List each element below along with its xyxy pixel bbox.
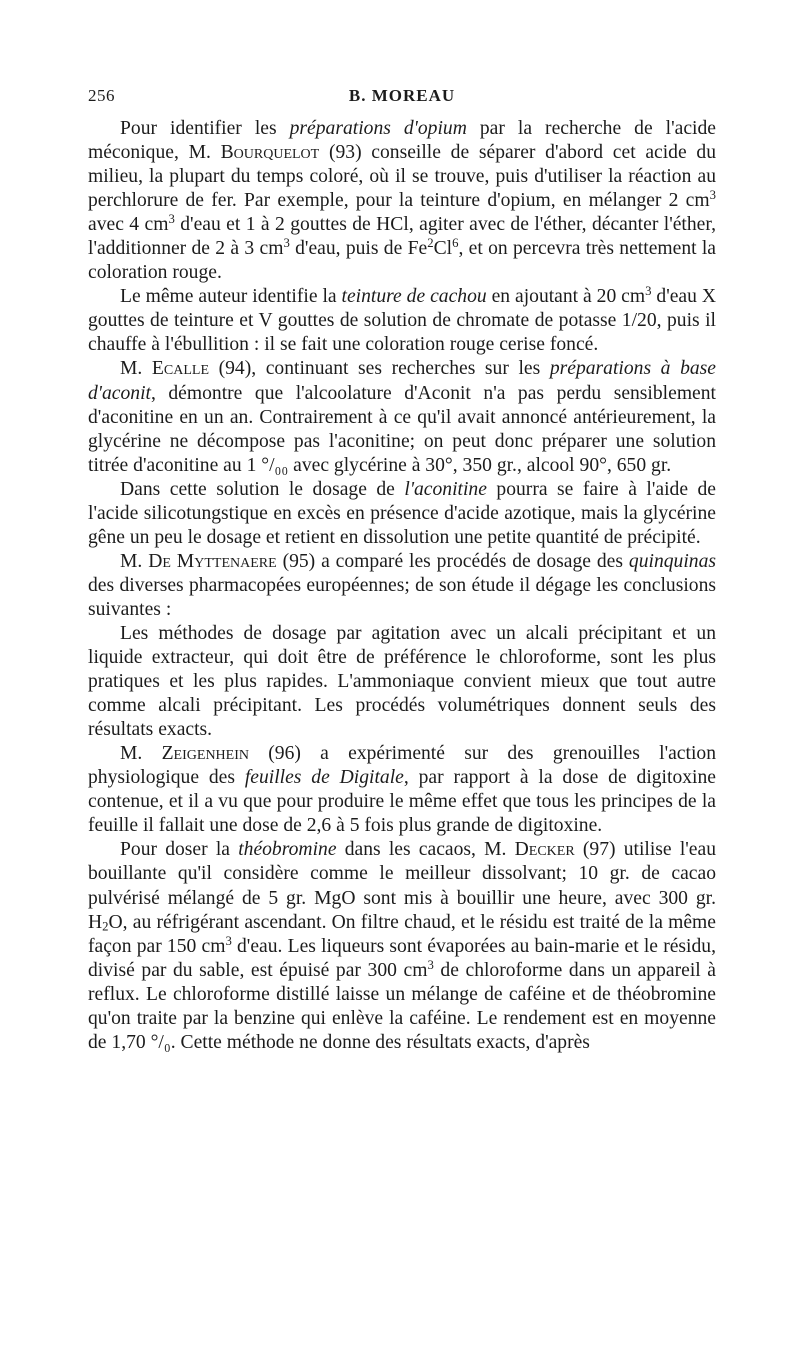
author-name: Decker xyxy=(514,839,575,861)
text: dans les cacaos, M. xyxy=(336,839,515,861)
italic-term: teinture de cachou xyxy=(341,286,487,308)
text: d'eau. Les liqueurs sont évaporées au bain-marie et le résidu, divisé par du sable, est épuisé par 300 cm xyxy=(88,935,716,981)
running-head xyxy=(88,86,716,110)
paragraph-digitale xyxy=(88,742,716,838)
text: Le même auteur identifie la xyxy=(120,286,342,308)
text: de chloroforme dans un appareil à reflux. Le chloroforme distillé laisse un mélange de caféine et de théobromine qu'on traite par la benzine qui enlève la caféine. Le rendement est en moyenne de 1,70 xyxy=(88,959,716,1053)
text: M. xyxy=(120,550,149,572)
paragraph-aconit xyxy=(88,357,716,477)
running-title: B. MOREAU xyxy=(348,86,456,105)
body-text xyxy=(88,117,716,1055)
text: M. xyxy=(120,358,152,380)
italic-term: quinquinas xyxy=(628,550,716,572)
percent-sign: °/₀ xyxy=(150,1031,171,1053)
author-name: Bourquelot xyxy=(220,142,320,164)
paragraph-conclusions xyxy=(88,622,716,742)
superscript: 3 xyxy=(225,933,232,948)
italic-term: feuilles de Digitale xyxy=(244,767,404,789)
text: d'eau X gouttes de teinture et V gouttes de solution de chromate de potasse 1/20, puis il chauffe à l'ébullition : il se fait une coloration rouge cerise foncé. xyxy=(88,286,716,356)
text: (93) conseille de séparer d'abord cet acide du milieu, la plupart du temps coloré, où il se trouve, puis d'utiliser la réaction au perchlorure de fer. Par exemple, pour la teinture d'opium, en mélanger 2 cm xyxy=(88,142,716,212)
text: par la recherche de l'acide méconique, M. xyxy=(88,118,716,164)
author-name: Ecalle xyxy=(151,358,209,380)
text: Dans cette solution le dosage de xyxy=(120,478,405,500)
text: des diverses pharmacopées européennes; de son étude il dégage les conclusions suivantes : xyxy=(88,574,716,620)
paragraph-aconitine-dosage xyxy=(88,478,716,550)
text: , et on percevra très nettement la coloration rouge. xyxy=(88,238,717,284)
superscript: 3 xyxy=(709,188,716,203)
superscript: 6 xyxy=(452,236,459,251)
text: en ajoutant à 20 cm xyxy=(486,286,646,308)
text: . Cette méthode ne donne des résultats exacts, d'après xyxy=(170,1031,590,1053)
superscript: 3 xyxy=(427,957,434,972)
text: Cl xyxy=(433,238,453,260)
paragraph-opium xyxy=(88,117,716,285)
text: (95) a comparé les procédés de dosage des xyxy=(276,550,629,572)
text: Les méthodes de dosage par agitation avec un alcali précipitant et un liquide extracteur, qui doit être de préférence le chloroforme, sont les plus pratiques et les plus rapides. L'ammoniaque convient mieux que tout autre comme alcali précipitant. Les procédés volumétriques donnent seuls des résultats exacts. xyxy=(88,622,716,741)
subscript: 2 xyxy=(102,919,109,934)
italic-term: préparations d'opium xyxy=(289,118,467,139)
text: (94), continuant ses recherches sur les xyxy=(209,358,550,380)
italic-term: l'aconitine xyxy=(404,478,487,500)
paragraph-cachou xyxy=(88,285,716,357)
paragraph-theobromine xyxy=(88,838,716,1054)
text: , par rapport à la dose de digitoxine contenue, et il a vu que pour produire le même effet que tous les principes de la feuille il fallait une dose de 2,6 à 5 fois plus grande de digitoxine. xyxy=(88,767,716,837)
paragraph-quinquinas xyxy=(88,550,716,622)
superscript: 2 xyxy=(427,236,434,251)
text: O, au réfrigérant ascendant. On filtre chaud, et le résidu est traité de la même façon par 150 cm xyxy=(88,911,716,957)
superscript: 3 xyxy=(168,212,175,227)
author-name: Zeigenhein xyxy=(161,743,249,765)
text: avec 4 cm xyxy=(88,214,169,236)
text: (96) a expérimenté sur des grenouilles l'action physiologique des xyxy=(88,743,716,789)
text: d'eau et 1 à 2 gouttes de HCl, agiter avec de l'éther, décanter l'éther, l'additionner de 2 à 3 cm xyxy=(88,214,716,260)
page-number: 256 xyxy=(88,86,115,105)
per-mille-sign: °/₀₀ xyxy=(261,454,289,476)
italic-term: théobromine xyxy=(238,839,337,861)
italic-term: préparations à base d'aconit xyxy=(88,358,716,404)
text: , démontre que l'alcoolature d'Aconit n'a pas perdu sensiblement d'aconitine en un an. Contrairement à ce qu'il avait annoncé antérieurement, la glycérine ne décompose pas l'aconitine; on peut donc préparer une solution titrée d'aconitine au 1 xyxy=(88,382,716,476)
superscript: 3 xyxy=(645,284,652,299)
text: (97) utilise l'eau bouillante qu'il considère comme le meilleur dissolvant; 10 gr. de cacao pulvérisé mélangé de 5 gr. MgO sont mis à bouillir une heure, avec 300 gr. H xyxy=(88,839,716,933)
text: d'eau, puis de Fe xyxy=(289,238,428,260)
text: Pour identifier les xyxy=(120,118,290,139)
text: Pour doser la xyxy=(120,839,239,861)
text: pourra se faire à l'aide de l'acide silicotungstique en excès en présence d'acide azotique, mais la glycérine gêne un peu le dosage et retient en dissolution une petite quantité de précipité. xyxy=(88,478,716,548)
text: M. xyxy=(120,743,162,765)
author-name: De Myttenaere xyxy=(148,550,277,572)
text: avec glycérine à 30°, 350 gr., alcool 90°, 650 gr. xyxy=(288,454,672,476)
superscript: 3 xyxy=(283,236,290,251)
